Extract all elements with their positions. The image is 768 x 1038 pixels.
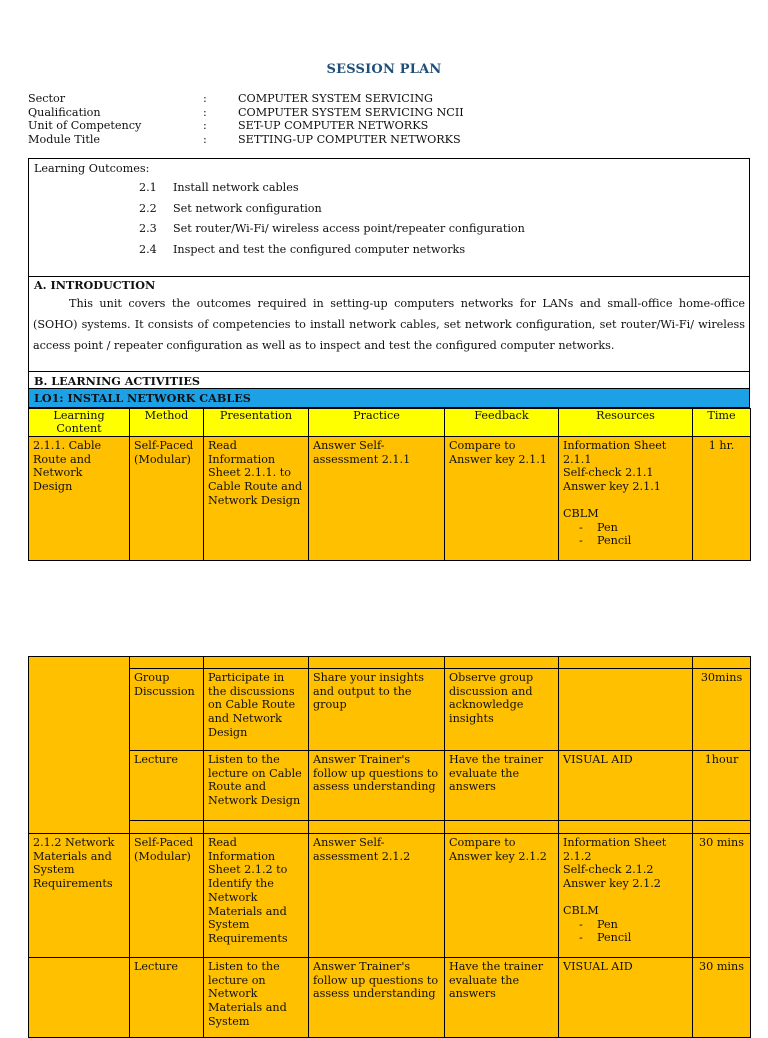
meta-key: Unit of Competency: [28, 119, 142, 132]
cell-practice: Share your insights and output to the group: [309, 669, 445, 751]
header-learning-content: Learning Content: [29, 409, 130, 437]
cell-learning-content: [29, 657, 130, 834]
meta-colon: :: [203, 119, 207, 132]
table-row: [29, 669, 751, 751]
meta-key: Sector: [28, 92, 66, 105]
activities-table-continued: [28, 656, 751, 1038]
cell-resources: [559, 669, 693, 751]
outcome-number: 2.4: [139, 243, 157, 256]
cblm-label: CBLM: [563, 903, 599, 917]
document-title: SESSION PLAN: [326, 62, 442, 77]
learning-outcomes-box: [28, 158, 750, 277]
cell-method: Group Discussion: [130, 669, 204, 751]
cell-practice: Answer Self-assessment 2.1.1: [309, 437, 445, 561]
lo1-title-bar: [28, 388, 750, 408]
cell-feedback: Have the trainer evaluate the answers: [445, 958, 559, 1038]
cell-practice: Answer Trainer's follow up questions to assess understanding: [309, 751, 445, 821]
outcome-text: Inspect and test the configured computer networks: [173, 243, 466, 256]
cell-presentation: Listen to the lecture on Cable Route and Network Design: [204, 751, 309, 821]
cell-learning-content: 2.1.1. Cable Route and Network Design: [29, 437, 130, 561]
cell-time: 30 mins: [693, 958, 751, 1038]
resource-item: Information Sheet 2.1.1: [563, 439, 667, 466]
cell-resources: [559, 437, 693, 561]
introduction-text: This unit covers the outcomes required in setting-up computers networks for LANs and small-office home-office (SOHO) systems. It consists of competencies to install network cables, set network configuration, set router/Wi-Fi/ wireless access point / repeater configuration as well as to inspect and test the configured computer networks.: [33, 297, 745, 352]
cell-time: 30mins: [693, 669, 751, 751]
header-method: Method: [130, 409, 204, 437]
meta-colon: :: [203, 132, 207, 146]
outcome-text: Install network cables: [173, 181, 299, 194]
activities-table: [28, 408, 751, 561]
cell-time: 30 mins: [693, 834, 751, 958]
meta-value: COMPUTER SYSTEM SERVICING NCII: [238, 105, 464, 119]
cell-feedback: Have the trainer evaluate the answers: [445, 751, 559, 821]
learning-outcome-item: [139, 222, 525, 235]
learning-outcome-item: [139, 181, 299, 194]
cell-resources: VISUAL AID: [559, 751, 693, 821]
meta-key: Qualification: [28, 105, 101, 119]
cell-presentation: Listen to the lecture on Network Materials and System: [204, 958, 309, 1038]
meta-value: COMPUTER SYSTEM SERVICING: [238, 92, 433, 105]
meta-value: SETTING-UP COMPUTER NETWORKS: [238, 132, 461, 146]
table-row: [29, 958, 751, 1038]
outcome-text: Set network configuration: [173, 202, 322, 215]
resource-item: Answer key 2.1.1: [563, 480, 661, 494]
learning-outcome-item: [139, 243, 465, 256]
resource-item: Information Sheet 2.1.2: [563, 836, 667, 863]
cblm-item: - Pencil: [579, 931, 688, 945]
resource-item: Answer key 2.1.2: [563, 877, 661, 891]
cblm-list: [563, 918, 688, 945]
cblm-item: - Pen: [579, 521, 688, 535]
cell-practice: Answer Trainer's follow up questions to assess understanding: [309, 958, 445, 1038]
cell-resources: VISUAL AID: [559, 958, 693, 1038]
outcome-number: 2.3: [139, 222, 157, 235]
meta-colon: :: [203, 105, 207, 119]
learning-outcome-item: [139, 202, 322, 215]
resource-item: Self-check 2.1.2: [563, 863, 654, 877]
meta-key: Module Title: [28, 132, 101, 146]
cell-time: 1 hr.: [693, 437, 751, 561]
cblm-item: - Pen: [579, 918, 688, 932]
outcome-number: 2.1: [139, 181, 157, 194]
table-row: [29, 834, 751, 958]
table-row: [29, 751, 751, 821]
header-feedback: Feedback: [445, 409, 559, 437]
table-row: [29, 437, 751, 561]
cell-presentation: Participate in the discussions on Cable Route and Network Design: [204, 669, 309, 751]
lo1-title: LO1: INSTALL NETWORK CABLES: [34, 391, 251, 405]
learning-activities-heading: B. LEARNING ACTIVITIES: [34, 374, 200, 388]
cell-method: Lecture: [130, 958, 204, 1038]
introduction-heading: A. INTRODUCTION: [34, 278, 156, 292]
table-row-spacer: [29, 657, 751, 669]
header-presentation: Presentation: [204, 409, 309, 437]
introduction-box: [28, 276, 750, 372]
cell-feedback: Observe group discussion and acknowledge insights: [445, 669, 559, 751]
cell-resources: [559, 834, 693, 958]
meta-colon: :: [203, 92, 207, 105]
cell-feedback: Compare to Answer key 2.1.1: [445, 437, 559, 561]
cell-feedback: Compare to Answer key 2.1.2: [445, 834, 559, 958]
cell-method: Self-Paced (Modular): [130, 437, 204, 561]
header-time: Time: [693, 409, 751, 437]
table-header-row: [29, 409, 751, 437]
cell-learning-content: 2.1.2 Network Materials and System Requirements: [29, 834, 130, 958]
cell-method: Self-Paced (Modular): [130, 834, 204, 958]
cell-time: 1hour: [693, 751, 751, 821]
cell-presentation: Read Information Sheet 2.1.1. to Cable Route and Network Design: [204, 437, 309, 561]
learning-activities-box: [28, 371, 750, 389]
meta-value: SET-UP COMPUTER NETWORKS: [238, 119, 429, 132]
cell-presentation: Read Information Sheet 2.1.2 to Identify the Network Materials and System Requirements: [204, 834, 309, 958]
cblm-item: - Pencil: [579, 534, 688, 548]
table-row-spacer: [29, 821, 751, 834]
cblm-label: CBLM: [563, 506, 599, 520]
outcome-number: 2.2: [139, 202, 157, 215]
outcome-text: Set router/Wi-Fi/ wireless access point/repeater configuration: [173, 222, 525, 235]
resource-item: Self-check 2.1.1: [563, 466, 654, 480]
cblm-list: [563, 521, 688, 548]
cell-practice: Answer Self-assessment 2.1.2: [309, 834, 445, 958]
header-practice: Practice: [309, 409, 445, 437]
cell-method: Lecture: [130, 751, 204, 821]
learning-outcomes-heading: Learning Outcomes:: [34, 162, 150, 175]
header-resources: Resources: [559, 409, 693, 437]
